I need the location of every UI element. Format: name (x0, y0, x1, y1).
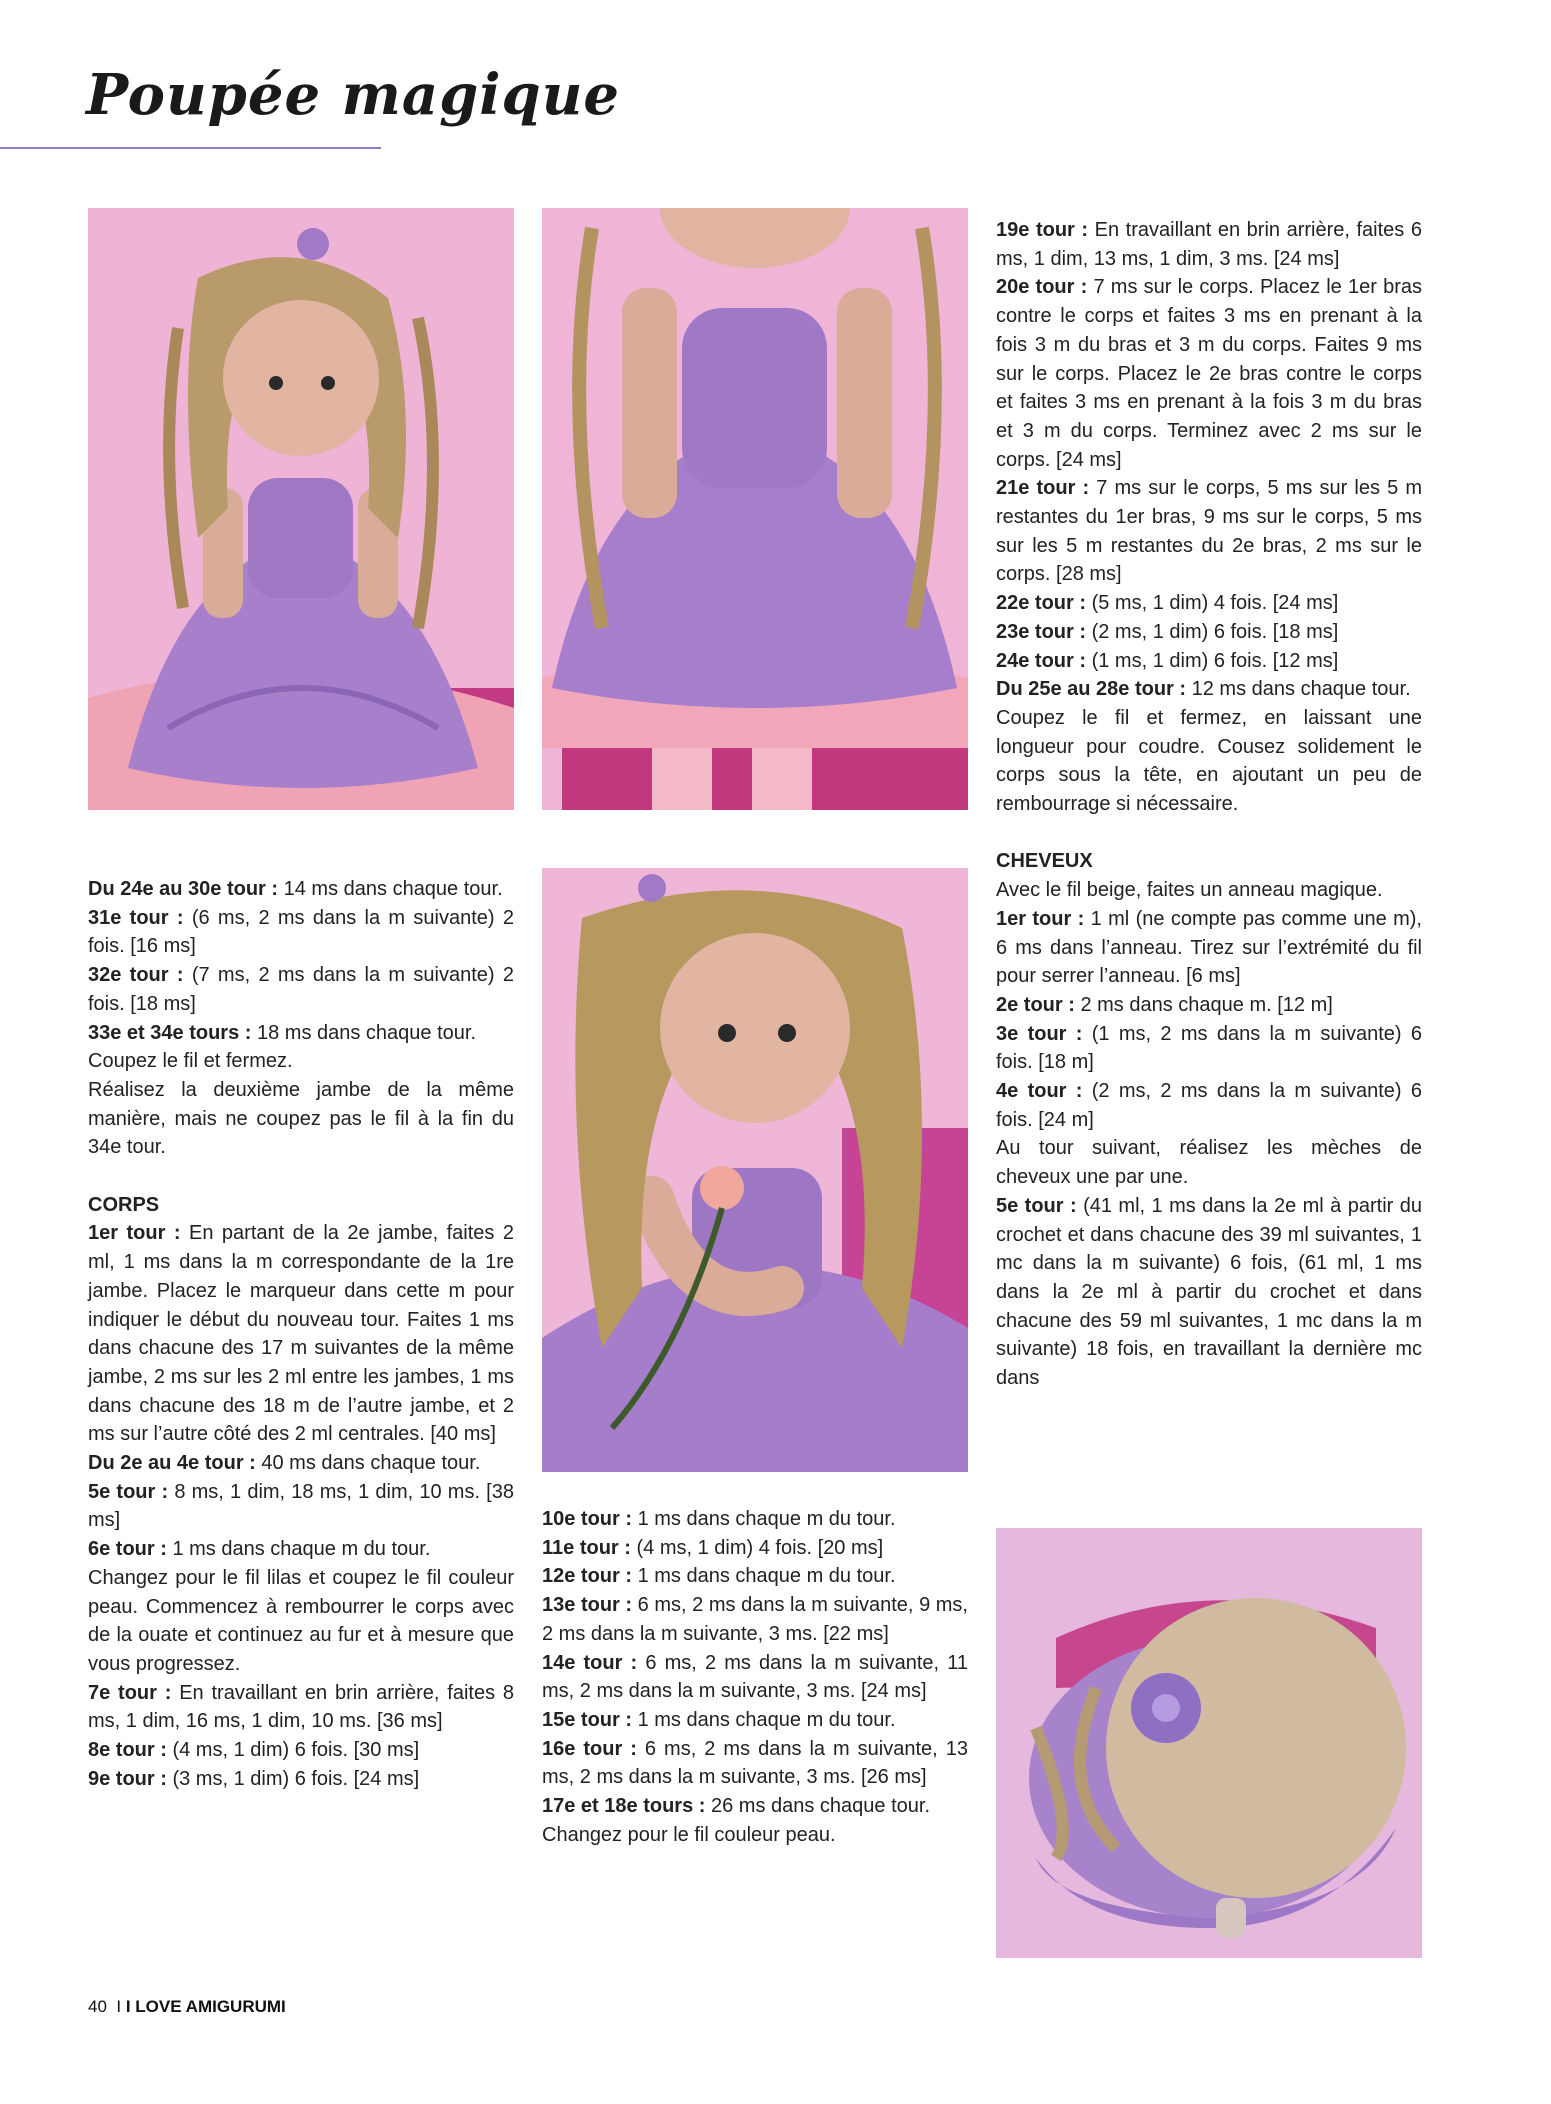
page-footer (88, 1997, 286, 2017)
instruction-paragraph (88, 1219, 514, 1449)
footer-separator: I (116, 1997, 122, 2016)
instruction-text: 2 ms dans chaque m. [12 m] (1074, 993, 1333, 1016)
round-label: 21e tour : (996, 477, 1090, 500)
instruction-text: En travaillant en brin arrière, faites 8 ms, 1 dim, 16 ms, 1 dim, 10 ms. [36 ms] (88, 1681, 514, 1733)
instruction-text: 6 ms, 2 ms dans la m suivante, 11 ms, 2 ms dans la m suivante, 3 ms. [24 ms] (542, 1651, 968, 1703)
doll-arms-detail-photo (542, 208, 968, 810)
instruction-text: Coupez le fil et fermez. (88, 1050, 293, 1073)
instruction-text: (4 ms, 1 dim) 4 fois. [20 ms] (630, 1536, 884, 1559)
round-label: 22e tour : (996, 592, 1087, 615)
instruction-paragraph (996, 618, 1422, 647)
instruction-text: (1 ms, 2 ms dans la m suivante) 6 fois. [18 m] (996, 1022, 1422, 1074)
round-label: 6e tour : (88, 1538, 167, 1561)
instruction-paragraph (996, 1077, 1422, 1134)
page-number: 40 (88, 1997, 107, 2016)
instruction-paragraph (88, 1679, 514, 1736)
round-label: 2e tour : (996, 993, 1075, 1016)
instruction-text: 1 ms dans chaque m du tour. (632, 1508, 896, 1530)
round-label: CORPS (88, 1193, 160, 1216)
text-column-2 (542, 1505, 968, 1849)
round-label: 9e tour : (88, 1767, 167, 1790)
instruction-paragraph (996, 1134, 1422, 1191)
instruction-paragraph (88, 1736, 514, 1765)
paragraph-gap (88, 1162, 514, 1191)
instruction-paragraph (996, 1020, 1422, 1077)
instruction-text: 1 ms dans chaque m du tour. (166, 1538, 431, 1561)
instruction-text: 14 ms dans chaque tour. (278, 878, 503, 900)
instruction-paragraph (88, 1564, 514, 1679)
paragraph-gap (996, 819, 1422, 848)
round-label: 10e tour : (542, 1508, 633, 1530)
round-label: 11e tour : (542, 1536, 631, 1559)
page-title: Poupée magique (86, 62, 621, 128)
instruction-text: Changez pour le fil couleur peau. (542, 1823, 836, 1846)
round-label: 32e tour : (88, 964, 184, 987)
round-label: 31e tour : (88, 906, 184, 929)
round-label: 24e tour : (996, 649, 1087, 672)
column-1-content (88, 875, 514, 1793)
instruction-text: (3 ms, 1 dim) 6 fois. [24 ms] (166, 1767, 420, 1790)
round-label: 14e tour : (542, 1651, 638, 1674)
round-label: 20e tour : (996, 276, 1088, 299)
round-label: Du 2e au 4e tour : (88, 1452, 256, 1475)
instruction-text: 18 ms dans chaque tour. (251, 1021, 477, 1044)
instruction-paragraph (542, 1706, 968, 1735)
instruction-text: (2 ms, 2 ms dans la m suivante) 6 fois. [24 m] (996, 1080, 1422, 1131)
round-label: 33e et 34e tours : (88, 1021, 252, 1044)
instruction-paragraph (996, 905, 1422, 991)
instruction-text: 7 ms sur le corps. Placez le 1er bras contre le corps et faites 3 ms en prenant à la fois 3 m du bras et 3 m du corps. Faites 9 ms sur le corps. Placez le 2e bras contre le corps et faites 3 ms en prenant à la fois 3 m du bras et 3 m du corps. Terminez avec 2 ms sur le corps. [24 ms] (996, 276, 1422, 471)
instruction-paragraph (542, 1649, 968, 1706)
instruction-text: 26 ms dans chaque tour. (705, 1795, 931, 1818)
instruction-paragraph (996, 847, 1422, 876)
round-label: 23e tour : (996, 620, 1087, 643)
round-label: 7e tour : (88, 1681, 172, 1704)
instruction-paragraph (996, 474, 1422, 589)
round-label: 15e tour : (542, 1708, 633, 1731)
instruction-text: (1 ms, 1 dim) 6 fois. [12 ms] (1086, 649, 1339, 672)
instruction-text: Avec le fil beige, faites un anneau magique. (996, 879, 1383, 902)
instruction-paragraph (88, 1449, 514, 1478)
instruction-text: 6 ms, 2 ms dans la m suivante, 9 ms, 2 ms dans la m suivante, 3 ms. [22 ms] (542, 1594, 968, 1645)
instruction-text: (4 ms, 1 dim) 6 fois. [30 ms] (166, 1739, 420, 1762)
round-label: 17e et 18e tours : (542, 1795, 706, 1818)
instruction-text: 40 ms dans chaque tour. (255, 1452, 481, 1475)
round-label: 4e tour : (996, 1080, 1083, 1103)
instruction-paragraph (88, 875, 514, 904)
instruction-paragraph (996, 1192, 1422, 1393)
instruction-text: Coupez le fil et fermez, en laissant une longueur pour coudre. Cousez solidement le corps sous la tête, en ajoutant un peu de rembourrage si nécessaire. (996, 706, 1422, 816)
instruction-paragraph (996, 991, 1422, 1020)
instruction-paragraph (996, 273, 1422, 474)
instruction-paragraph (542, 1591, 968, 1648)
round-label: 19e tour : (996, 219, 1089, 241)
instruction-paragraph (996, 704, 1422, 819)
instruction-paragraph (996, 647, 1422, 676)
instruction-text: Changez pour le fil lilas et coupez le fil couleur peau. Commencez à rembourrer le corps avec de la ouate et continuez au fur et à mesure que vous progressez. (88, 1566, 514, 1675)
round-label: Du 25e au 28e tour : (996, 678, 1187, 701)
instruction-paragraph (542, 1562, 968, 1591)
instruction-text: 1 ms dans chaque m du tour. (632, 1565, 896, 1588)
instruction-text: 1 ml (ne compte pas comme une m), 6 ms dans l’anneau. Tirez sur l’extrémité du fil pour serrer l’anneau. [6 ms] (996, 907, 1422, 988)
instruction-text: Au tour suivant, réalisez les mèches de cheveux une par une. (996, 1137, 1422, 1189)
instruction-text: 12 ms dans chaque tour. (1186, 678, 1411, 701)
instruction-paragraph (88, 1047, 514, 1076)
round-label: 16e tour : (542, 1737, 637, 1760)
round-label: 5e tour : (996, 1194, 1077, 1217)
instruction-paragraph (996, 876, 1422, 905)
instruction-paragraph (88, 1191, 514, 1220)
instruction-text: (41 ml, 1 ms dans la 2e ml à partir du crochet et dans chacune des 39 ml suivantes, 1 mc dans la m suivante) 6 fois, (61 ml, 1 ms dans la 2e ml à partir du crochet et dans chacune des 59 ml suivantes, 1 mc dans la m suivante) 18 fois, en travaillant la dernière mc dans (996, 1194, 1422, 1390)
instruction-paragraph (88, 904, 514, 961)
doll-with-flower-photo (542, 868, 968, 1472)
instruction-paragraph (88, 1076, 514, 1162)
instruction-paragraph (996, 589, 1422, 618)
instruction-text: En partant de la 2e jambe, faites 2 ml, 1 ms dans la m correspondante de la 1re jambe. Placez le marqueur dans cette m pour indiquer le début du nouveau tour. Faites 1 ms dans chacune des 17 m suivantes de la même jambe, 2 ms sur les 2 ml entre les jambes, 1 ms dans chacune des 18 m de l’autre jambe, et 2 ms sur l’autre côté des 2 ml centrales. [40 ms] (88, 1222, 514, 1446)
instruction-text: En travaillant en brin arrière, faites 6 ms, 1 dim, 13 ms, 1 dim, 3 ms. [24 ms] (996, 219, 1422, 270)
instruction-text: (7 ms, 2 ms dans la m suivante) 2 fois. [18 ms] (88, 964, 514, 1015)
instruction-paragraph (88, 1019, 514, 1048)
column-2-content (542, 1505, 968, 1849)
round-label: CHEVEUX (996, 850, 1093, 873)
instruction-paragraph (542, 1534, 968, 1563)
instruction-text: 1 ms dans chaque m du tour. (632, 1708, 896, 1731)
magazine-name: I LOVE AMIGURUMI (125, 1997, 286, 2016)
round-label: 5e tour : (88, 1480, 169, 1503)
instruction-text: 7 ms sur le corps, 5 ms sur les 5 m restantes du 1er bras, 9 ms sur le corps, 5 ms sur les 5 m restantes du 2e bras, 2 ms sur le corps. [28 ms] (996, 477, 1422, 586)
instruction-paragraph (996, 675, 1422, 704)
round-label: 13e tour : (542, 1594, 633, 1617)
instruction-text: 6 ms, 2 ms dans la m suivante, 13 ms, 2 ms dans la m suivante, 3 ms. [26 ms] (542, 1737, 968, 1789)
title-underline (0, 147, 381, 149)
instruction-paragraph (542, 1821, 968, 1850)
text-column-1 (88, 875, 514, 1793)
instruction-paragraph (88, 961, 514, 1018)
instruction-paragraph (542, 1505, 968, 1534)
round-label: 3e tour : (996, 1022, 1083, 1045)
text-column-3 (996, 216, 1422, 1393)
round-label: 1er tour : (996, 907, 1085, 930)
instruction-paragraph (542, 1735, 968, 1792)
round-label: 12e tour : (542, 1565, 633, 1588)
round-label: 1er tour : (88, 1222, 181, 1245)
doll-hair-top-photo (996, 1528, 1422, 1958)
round-label: Du 24e au 30e tour : (88, 878, 279, 900)
instruction-paragraph (88, 1478, 514, 1535)
doll-seated-full-photo (88, 208, 514, 810)
instruction-paragraph (542, 1792, 968, 1821)
instruction-text: (5 ms, 1 dim) 4 fois. [24 ms] (1086, 592, 1339, 615)
round-label: 8e tour : (88, 1739, 167, 1762)
column-3-content (996, 216, 1422, 1393)
instruction-text: 8 ms, 1 dim, 18 ms, 1 dim, 10 ms. [38 ms] (88, 1480, 514, 1532)
instruction-paragraph (996, 216, 1422, 273)
instruction-paragraph (88, 1765, 514, 1794)
instruction-text: (2 ms, 1 dim) 6 fois. [18 ms] (1086, 620, 1339, 643)
instruction-paragraph (88, 1535, 514, 1564)
instruction-text: (6 ms, 2 ms dans la m suivante) 2 fois. [16 ms] (88, 906, 514, 958)
instruction-text: Réalisez la deuxième jambe de la même manière, mais ne coupez pas le fil à la fin du 34e tour. (88, 1078, 514, 1159)
